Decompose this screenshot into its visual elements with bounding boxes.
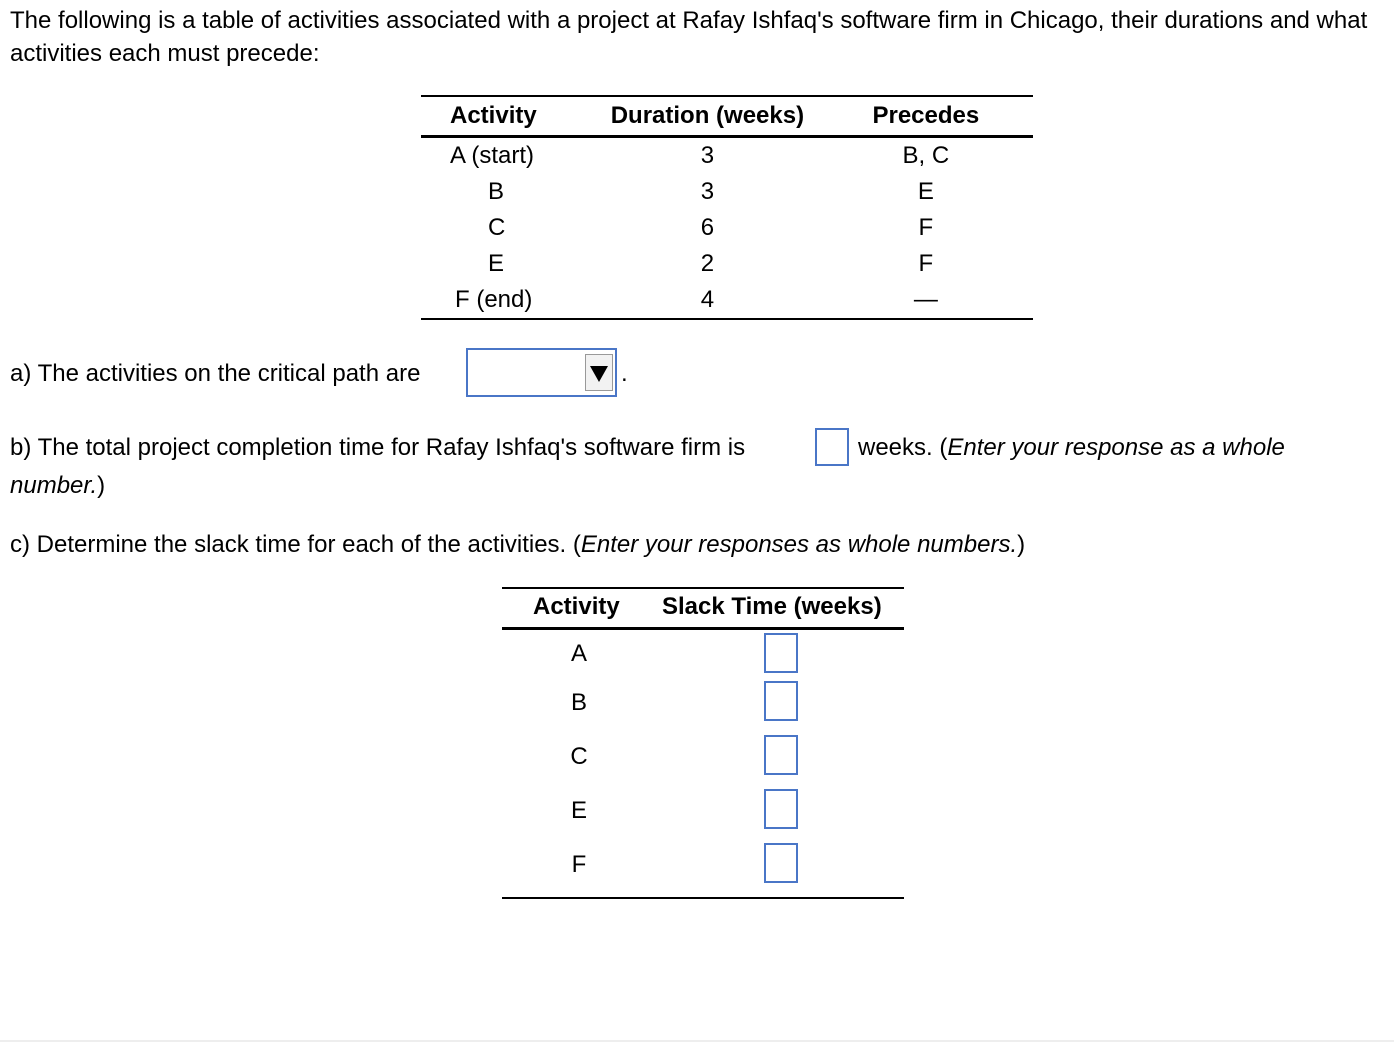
question-c-prompt: c) Determine the slack time for each of the activities. ( bbox=[10, 531, 581, 558]
slack-activity-label: A bbox=[570, 640, 587, 667]
question-b-instruction: Enter your response as a whole bbox=[947, 434, 1285, 461]
slack-input-c[interactable] bbox=[764, 735, 798, 775]
table-row bbox=[502, 842, 904, 899]
question-b-suffix bbox=[858, 432, 1285, 464]
slack-table-header bbox=[502, 587, 904, 630]
slack-activity-label: E bbox=[570, 797, 587, 824]
dropdown-button[interactable] bbox=[585, 354, 613, 391]
table-row bbox=[421, 210, 1033, 246]
cell-activity: E bbox=[488, 250, 505, 277]
cell-duration: 2 bbox=[700, 250, 715, 277]
table-row bbox=[502, 681, 904, 734]
cell-activity: A (start) bbox=[450, 142, 535, 169]
cell-activity: F (end) bbox=[421, 282, 596, 319]
question-a-text: a) The activities on the critical path are bbox=[10, 360, 421, 387]
question-b-close: ) bbox=[97, 472, 106, 499]
cell-precedes: B, C bbox=[902, 142, 950, 169]
cell-precedes: E bbox=[917, 178, 934, 205]
question-c-text bbox=[10, 529, 1025, 561]
cell-activity: C bbox=[488, 214, 506, 241]
table-row bbox=[421, 174, 1033, 210]
cell-precedes: F bbox=[918, 214, 934, 241]
question-a-period: . bbox=[621, 360, 628, 387]
header-precedes: Precedes bbox=[819, 96, 1033, 137]
question-b-suffix-line2 bbox=[10, 470, 105, 502]
question-b-text: b) The total project completion time for Rafay Ishfaq's software firm is bbox=[10, 434, 746, 461]
activity-table-header bbox=[421, 96, 1033, 137]
slack-input-a[interactable] bbox=[764, 633, 798, 673]
cell-precedes: — bbox=[819, 282, 1033, 319]
activity-table bbox=[421, 95, 1033, 320]
slack-activity-label: C bbox=[570, 743, 588, 770]
table-row bbox=[421, 246, 1033, 282]
critical-path-dropdown[interactable] bbox=[466, 348, 617, 397]
cell-duration: 3 bbox=[700, 178, 715, 205]
slack-input-e[interactable] bbox=[764, 789, 798, 829]
header-activity: Activity bbox=[421, 96, 596, 137]
header-activity: Activity bbox=[533, 593, 620, 620]
cell-activity: B bbox=[488, 178, 505, 205]
completion-time-input[interactable] bbox=[815, 428, 849, 466]
page-divider bbox=[0, 1040, 1394, 1042]
cell-duration: 6 bbox=[700, 214, 715, 241]
slack-table bbox=[502, 587, 904, 899]
triangle-down-icon bbox=[590, 366, 608, 382]
table-row bbox=[502, 734, 904, 788]
table-row bbox=[502, 788, 904, 842]
slack-activity-label: B bbox=[570, 689, 587, 716]
header-duration: Duration (weeks) bbox=[596, 96, 819, 137]
slack-input-f[interactable] bbox=[764, 843, 798, 883]
table-row bbox=[421, 137, 1033, 175]
question-c-instruction: Enter your responses as whole numbers. bbox=[580, 531, 1018, 558]
question-b-weeks: weeks. ( bbox=[858, 434, 948, 461]
intro-text: The following is a table of activities associated with a project at Rafay Ishfaq's software firm in Chicago, their durations and what activities each must precede: bbox=[10, 7, 1368, 67]
cell-duration: 4 bbox=[596, 282, 819, 319]
table-row bbox=[421, 282, 1033, 319]
slack-input-b[interactable] bbox=[764, 681, 798, 721]
question-c-close: ) bbox=[1017, 531, 1026, 558]
cell-duration: 3 bbox=[700, 142, 715, 169]
cell-precedes: F bbox=[918, 250, 934, 277]
question-b-instruction-cont: number. bbox=[10, 472, 98, 499]
table-row bbox=[502, 630, 904, 681]
header-slack-time: Slack Time (weeks) bbox=[662, 593, 882, 620]
slack-activity-label: F bbox=[571, 851, 587, 878]
